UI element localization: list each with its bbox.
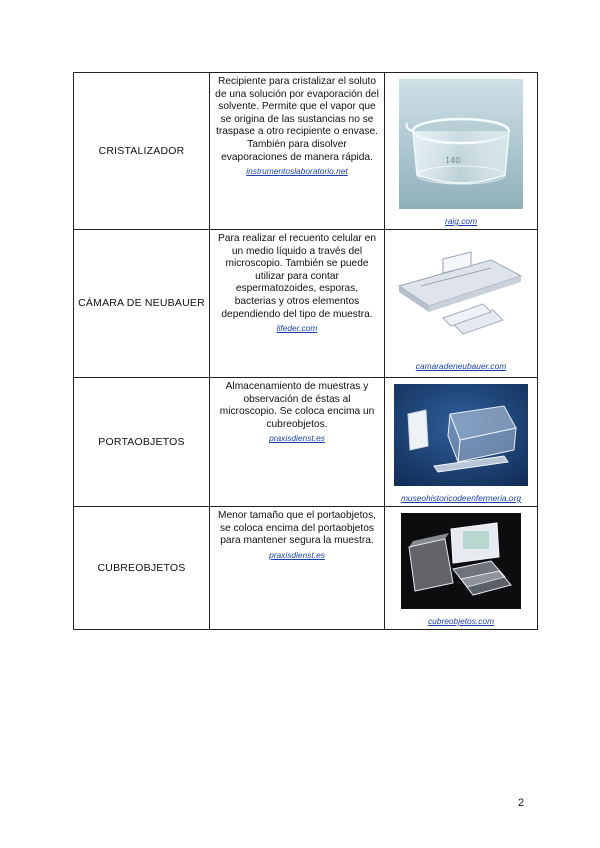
- instrument-image-cell: [385, 378, 538, 507]
- instrument-description-cell: [210, 73, 385, 230]
- coverslips-photo: [401, 513, 521, 609]
- page-number: 2: [518, 797, 525, 809]
- svg-text:140: 140: [445, 156, 461, 165]
- table-row: [74, 230, 538, 378]
- instrument-description-cell: [210, 378, 385, 507]
- instrument-image-cell: [385, 230, 538, 378]
- instrument-image-cell: [385, 73, 538, 230]
- instruments-table: [73, 72, 538, 630]
- neubauer-chamber-photo: [391, 236, 531, 354]
- instrument-description: Menor tamaño que el portaobjetos, se coloca encima del portaobjetos para mantener segura la muestra.: [217, 510, 376, 547]
- instrument-description-cell: [210, 230, 385, 378]
- image-source-link[interactable]: cubreobjetos.com: [427, 616, 495, 626]
- instrument-image-cell: [385, 507, 538, 630]
- image-source-link[interactable]: raig.com: [444, 216, 478, 226]
- instrument-description: Almacenamiento de muestras y observación de éstas al microscopio. Se coloca encima un cubreobjetos.: [219, 381, 375, 430]
- instrument-name: CÁMARA DE NEUBAUER: [74, 230, 210, 378]
- description-source-link[interactable]: lifeder.com: [276, 323, 318, 334]
- instrument-name: PORTAOBJETOS: [74, 378, 210, 507]
- instrument-description: Recipiente para cristalizar el soluto de una solución por evaporación del solvente. Permite que el vapor que se origina de las sustancias no se traspase a otro recipiente o envase. También para disolver evaporaciones de manera rápida.: [215, 76, 379, 163]
- image-source-link[interactable]: museohistoricodeenfermeria.org: [400, 493, 522, 503]
- instrument-name: CRISTALIZADOR: [74, 73, 210, 230]
- slides-photo: [394, 384, 528, 486]
- description-source-link[interactable]: praxisdienst.es: [269, 549, 325, 560]
- table-row: [74, 73, 538, 230]
- table-row: [74, 507, 538, 630]
- instrument-description: Para realizar el recuento celular en un medio líquido a través del microscopio. También se puede utilizar para contar espermatozoides, esporas, bacterias y otros elementos dependiendo del tipo de muestra.: [218, 233, 376, 320]
- instrument-name: CUBREOBJETOS: [74, 507, 210, 630]
- description-source-link[interactable]: praxisdienst.es: [269, 433, 325, 444]
- instrument-description-cell: [210, 507, 385, 630]
- description-source-link[interactable]: instrumentoslaboratorio.net: [246, 166, 348, 177]
- table-row: [74, 378, 538, 507]
- crystallizer-photo: [399, 79, 523, 209]
- image-source-link[interactable]: camaradeneubauer.com: [415, 361, 507, 371]
